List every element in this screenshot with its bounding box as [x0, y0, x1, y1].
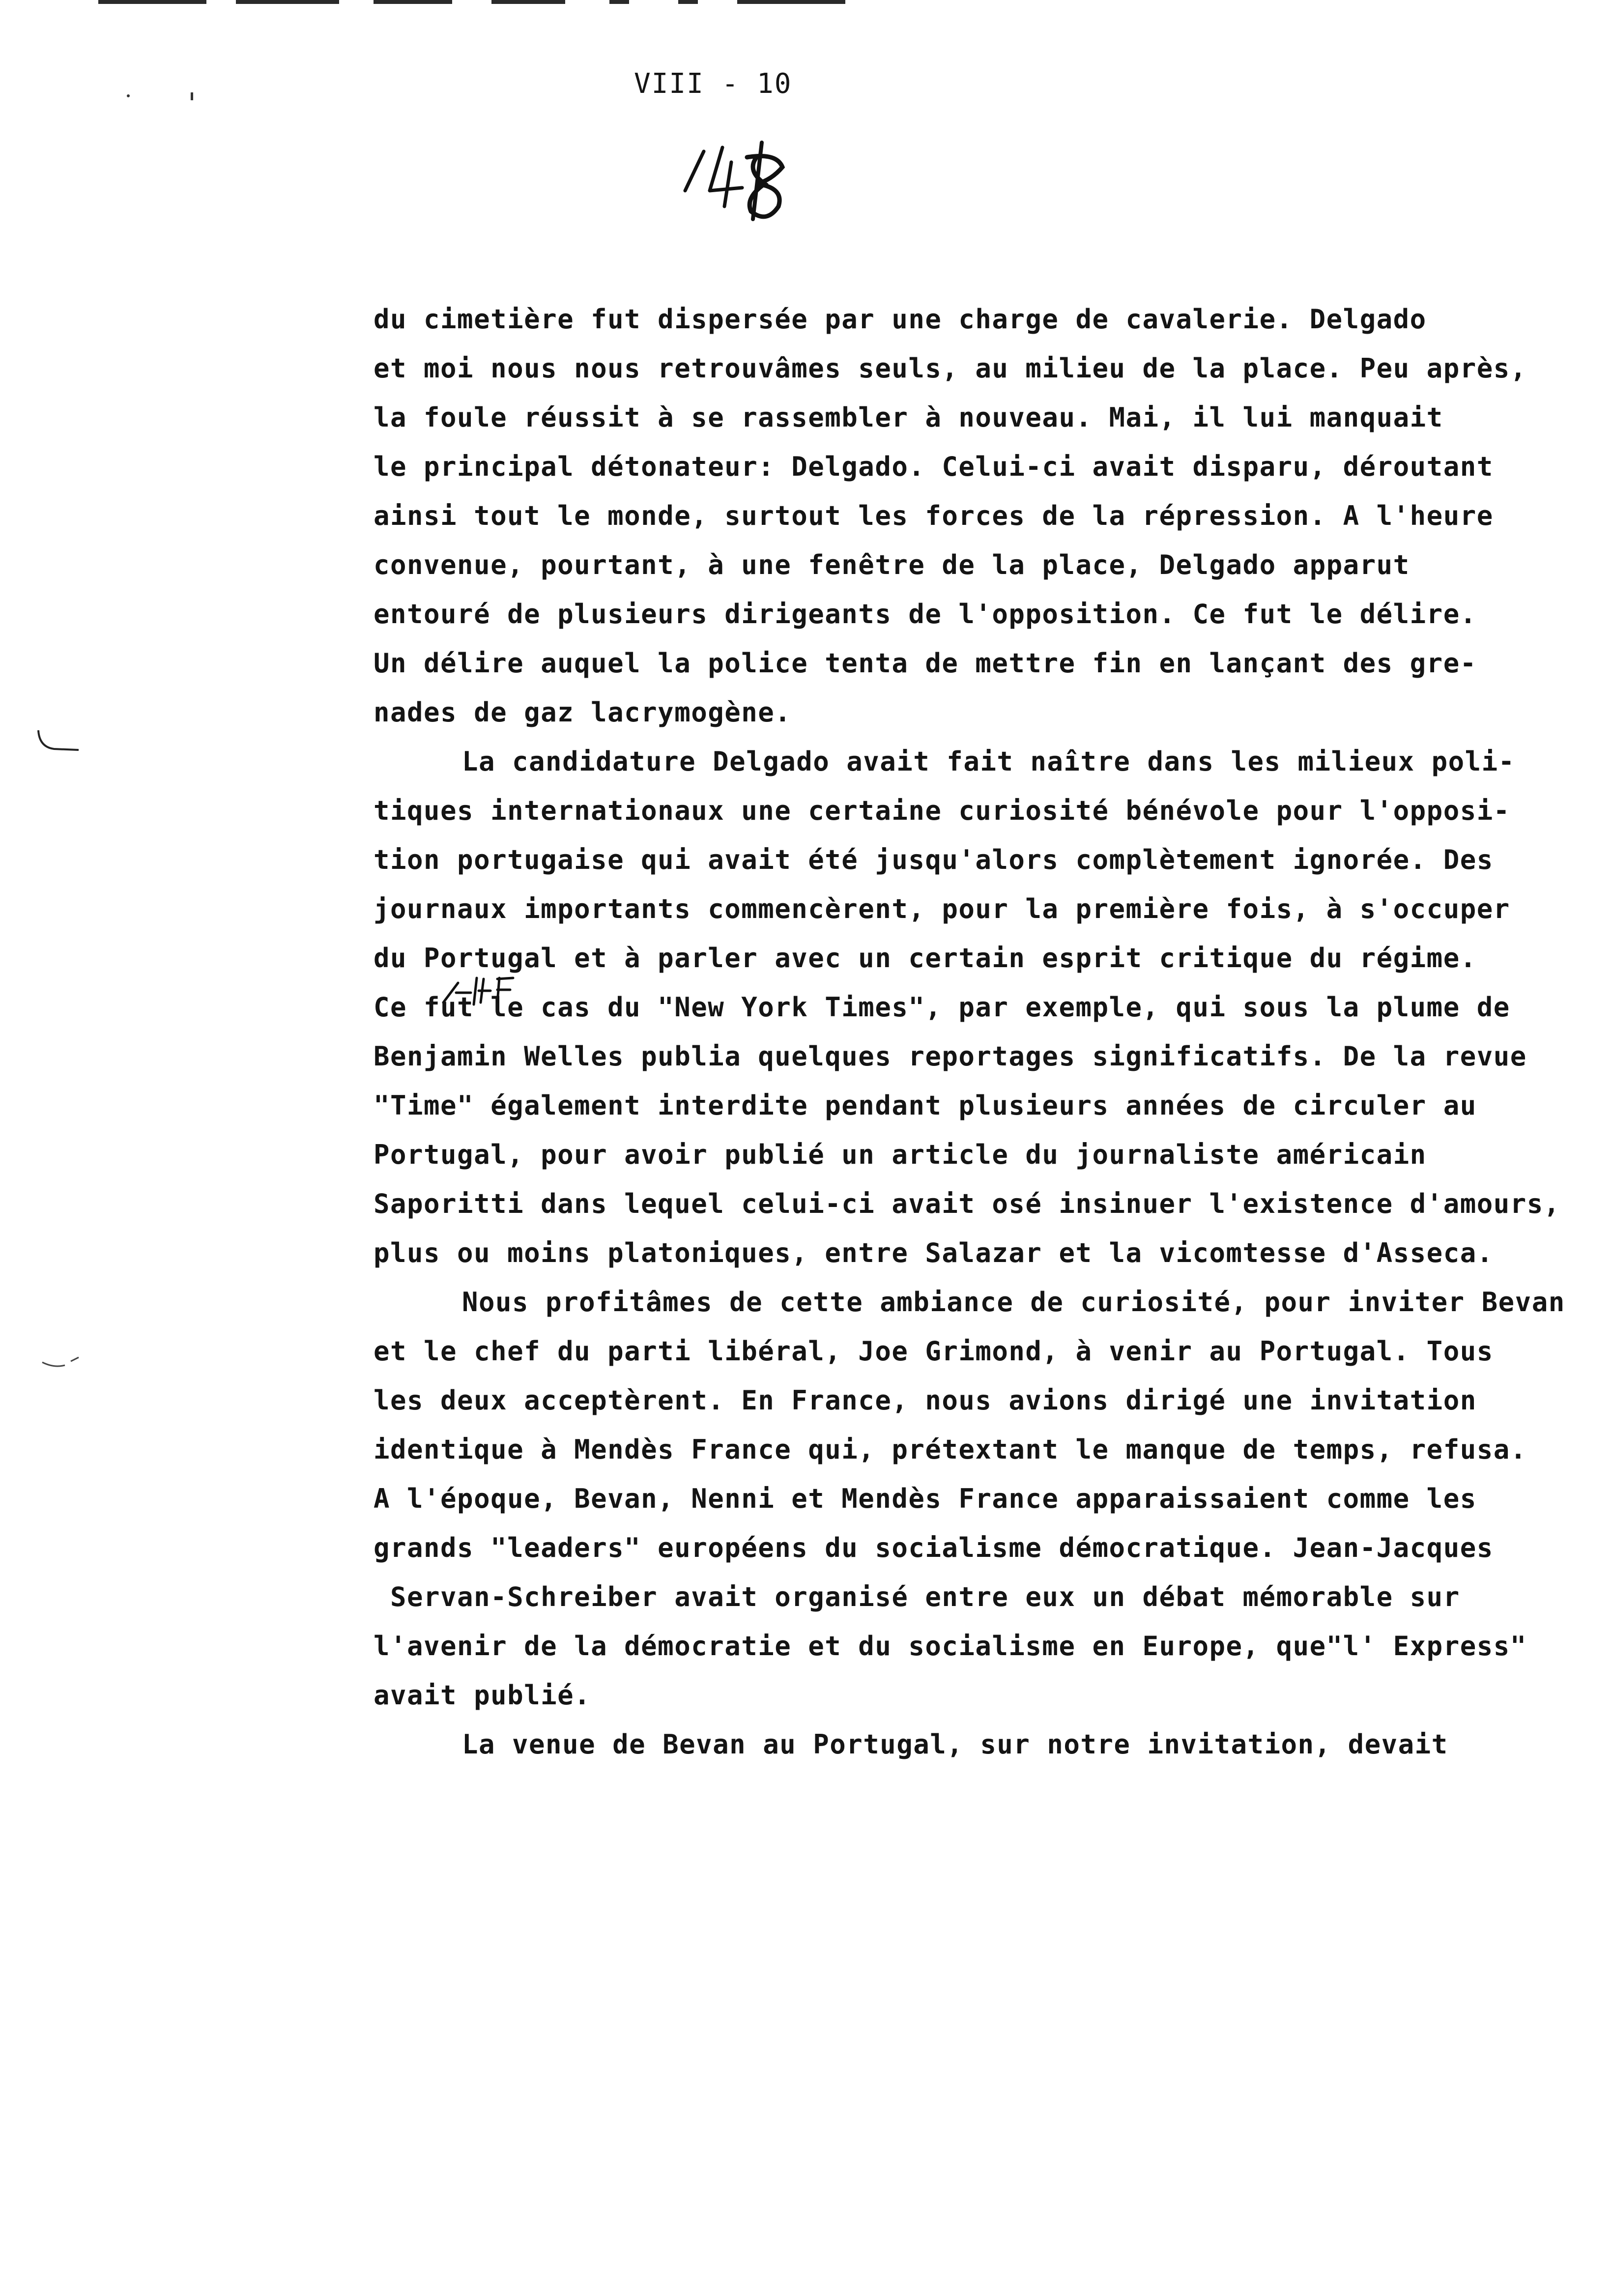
copy-edge-mark	[491, 0, 565, 4]
handwritten-folio-number	[673, 133, 811, 231]
text-line: nades de gaz lacrymogène.	[374, 697, 792, 728]
document-body	[374, 295, 1578, 1769]
margin-bracket-mark	[34, 727, 84, 757]
text-line: Servan-Schreiber avait organisé entre eux un débat mémorable sur	[374, 1581, 1460, 1612]
copy-edge-mark	[609, 0, 629, 4]
text-line: plus ou moins platoniques, entre Salazar et la vicomtesse d'Asseca.	[374, 1237, 1494, 1268]
page-header: VIII - 10	[634, 68, 792, 100]
text-line: A l'époque, Bevan, Nenni et Mendès France apparaissaient comme les	[374, 1483, 1477, 1514]
text-line: entouré de plusieurs dirigeants de l'opposition. Ce fut le délire.	[374, 599, 1477, 630]
text-line: les deux acceptèrent. En France, nous avions dirigé une invitation	[374, 1385, 1477, 1416]
text-line: La candidature Delgado avait fait naître dans les milieux poli-	[462, 746, 1515, 777]
margin-tick-mark	[39, 1351, 84, 1371]
stray-dot	[127, 94, 130, 97]
copy-edge-mark	[678, 0, 698, 4]
text-line: et le chef du parti libéral, Joe Grimond, à venir au Portugal. Tous	[374, 1336, 1494, 1367]
text-line: Benjamin Welles publia quelques reportages significatifs. De la revue	[374, 1041, 1527, 1072]
text-line: grands "leaders" européens du socialisme démocratique. Jean-Jacques	[374, 1532, 1494, 1563]
copy-edge-mark	[374, 0, 452, 4]
handwritten-correction-mark	[436, 973, 535, 1012]
text-line: Ce fut le cas du "New York Times", par exemple, qui sous la plume de	[374, 992, 1510, 1023]
text-line: "Time" également interdite pendant plusieurs années de circuler au	[374, 1090, 1477, 1121]
text-line: journaux importants commencèrent, pour la première fois, à s'occuper	[374, 893, 1510, 924]
text-line: tiques internationaux une certaine curiosité bénévole pour l'opposi-	[374, 795, 1510, 826]
text-line: tion portugaise qui avait été jusqu'alors complètement ignorée. Des	[374, 844, 1494, 875]
copy-edge-mark	[737, 0, 845, 4]
copy-edge-mark	[236, 0, 339, 4]
stray-dot	[191, 92, 193, 100]
text-line: du cimetière fut dispersée par une charge de cavalerie. Delgado	[374, 304, 1427, 335]
text-line: le principal détonateur: Delgado. Celui-ci avait disparu, déroutant	[374, 451, 1494, 482]
text-line: et moi nous nous retrouvâmes seuls, au milieu de la place. Peu après,	[374, 353, 1527, 384]
text-line: identique à Mendès France qui, prétextant le manque de temps, refusa.	[374, 1434, 1527, 1465]
text-line: Nous profitâmes de cette ambiance de curiosité, pour inviter Bevan	[462, 1287, 1565, 1318]
text-line: La venue de Bevan au Portugal, sur notre invitation, devait	[462, 1729, 1448, 1760]
text-line: Portugal, pour avoir publié un article du journaliste américain	[374, 1139, 1427, 1170]
text-line: avait publié.	[374, 1680, 591, 1711]
text-line: ainsi tout le monde, surtout les forces de la répression. A l'heure	[374, 500, 1494, 531]
copy-edge-mark	[98, 0, 206, 4]
text-line: Saporitti dans lequel celui-ci avait osé insinuer l'existence d'amours,	[374, 1188, 1560, 1219]
text-line: la foule réussit à se rassembler à nouveau. Mai, il lui manquait	[374, 402, 1443, 433]
text-line: convenue, pourtant, à une fenêtre de la place, Delgado apparut	[374, 549, 1410, 580]
text-line: Un délire auquel la police tenta de mettre fin en lançant des gre-	[374, 648, 1477, 679]
text-line: du Portugal et à parler avec un certain esprit critique du régime.	[374, 943, 1477, 974]
text-line: l'avenir de la démocratie et du socialisme en Europe, que"l' Express"	[374, 1631, 1527, 1662]
